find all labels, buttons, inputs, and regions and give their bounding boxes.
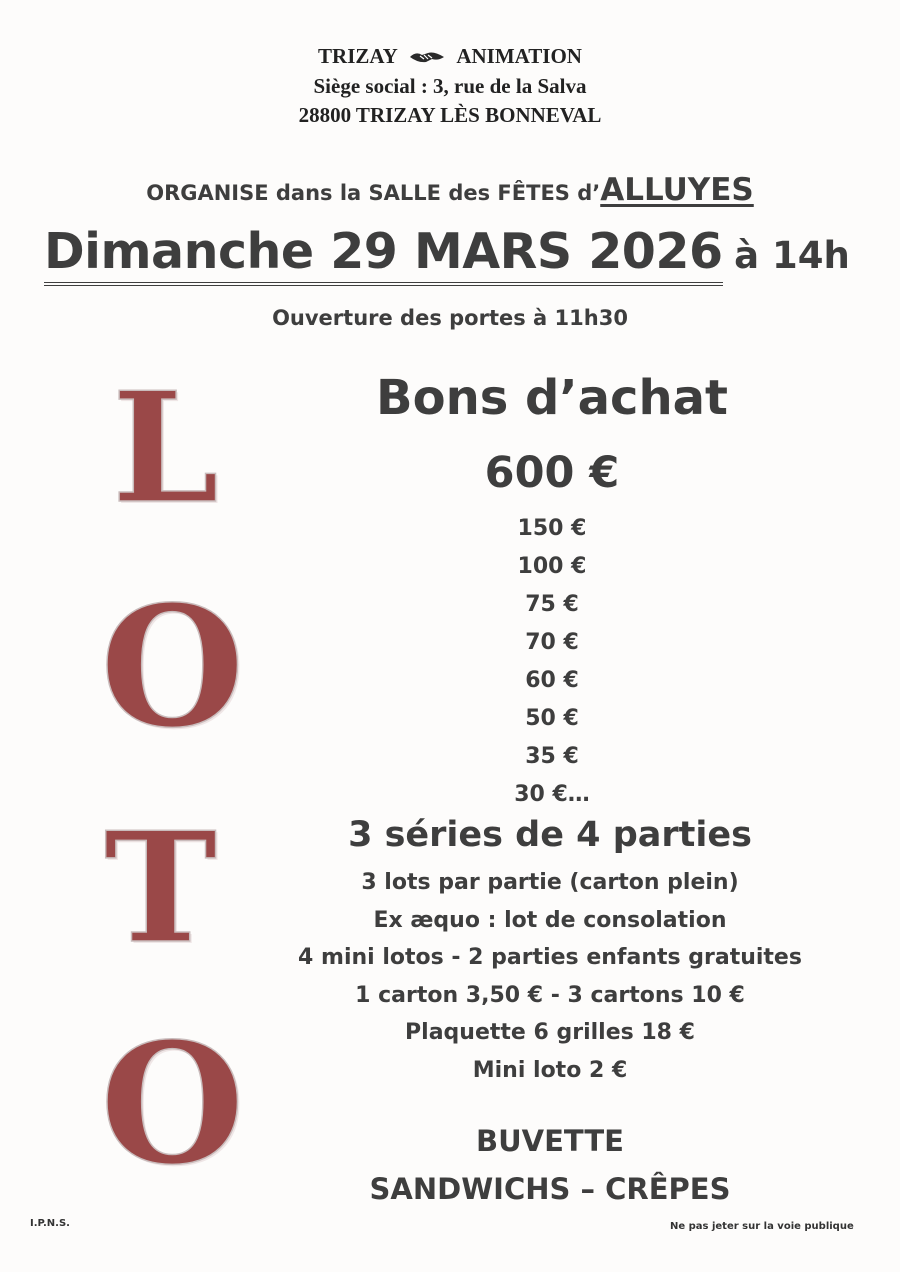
prize-amount: 60 €: [525, 668, 579, 693]
organise-line: [0, 172, 900, 208]
prize-amount: 100 €: [517, 554, 587, 579]
organise-prefix: ORGANISE dans la SALLE des FÊTES d’: [146, 181, 601, 205]
city-line: 28800 TRIZAY LÈS BONNEVAL: [298, 103, 602, 127]
event-time: à 14h: [734, 234, 850, 277]
no-litter-mention: Ne pas jeter sur la voie publique: [670, 1221, 854, 1232]
event-date: Dimanche 29 MARS 2026: [44, 224, 723, 286]
loto-letter-l: L: [112, 358, 219, 537]
org-name: [0, 44, 900, 71]
rule-line: 3 lots par partie (carton plein): [361, 870, 739, 895]
prizes-heading: Bons d’achat: [376, 370, 728, 426]
ipns-mention: I.P.N.S.: [30, 1218, 70, 1229]
prize-amount: 75 €: [525, 592, 579, 617]
rule-line: 1 carton 3,50 € - 3 cartons 10 €: [355, 982, 745, 1008]
date-line: [44, 224, 850, 286]
rule-line: 4 mini lotos - 2 parties enfants gratuites: [298, 945, 802, 970]
rule-line: Ex æquo : lot de consolation: [373, 907, 727, 933]
loto-letter-t: T: [104, 798, 218, 977]
loto-letter-o1: O: [100, 570, 245, 765]
rule-line: Plaquette 6 grilles 18 €: [405, 1020, 695, 1045]
rule-line: Mini loto 2 €: [472, 1057, 628, 1083]
prize-amount: 150 €: [517, 516, 587, 541]
siege-address: Siège social : 3, rue de la Salva: [313, 74, 587, 98]
doors-opening: Ouverture des portes à 11h30: [272, 306, 628, 330]
prize-amount: 30 €…: [514, 782, 590, 807]
top-prize: 600 €: [484, 448, 620, 498]
rules-list: [250, 864, 850, 1089]
prize-amount: 50 €: [525, 706, 579, 731]
location-name: ALLUYES: [600, 172, 754, 208]
org-name-left: TRIZAY: [318, 44, 397, 68]
prize-list: [352, 510, 752, 814]
handshake-icon: [408, 46, 446, 71]
series-heading: 3 séries de 4 parties: [348, 815, 752, 855]
prize-amount: 35 €: [525, 744, 579, 769]
buvette: BUVETTE: [476, 1124, 624, 1158]
sandwichs-crepes: SANDWICHS – CRÊPES: [369, 1172, 731, 1206]
loto-letter-o2: O: [100, 1007, 245, 1202]
org-name-right: ANIMATION: [456, 44, 582, 68]
prize-amount: 70 €: [525, 630, 579, 655]
